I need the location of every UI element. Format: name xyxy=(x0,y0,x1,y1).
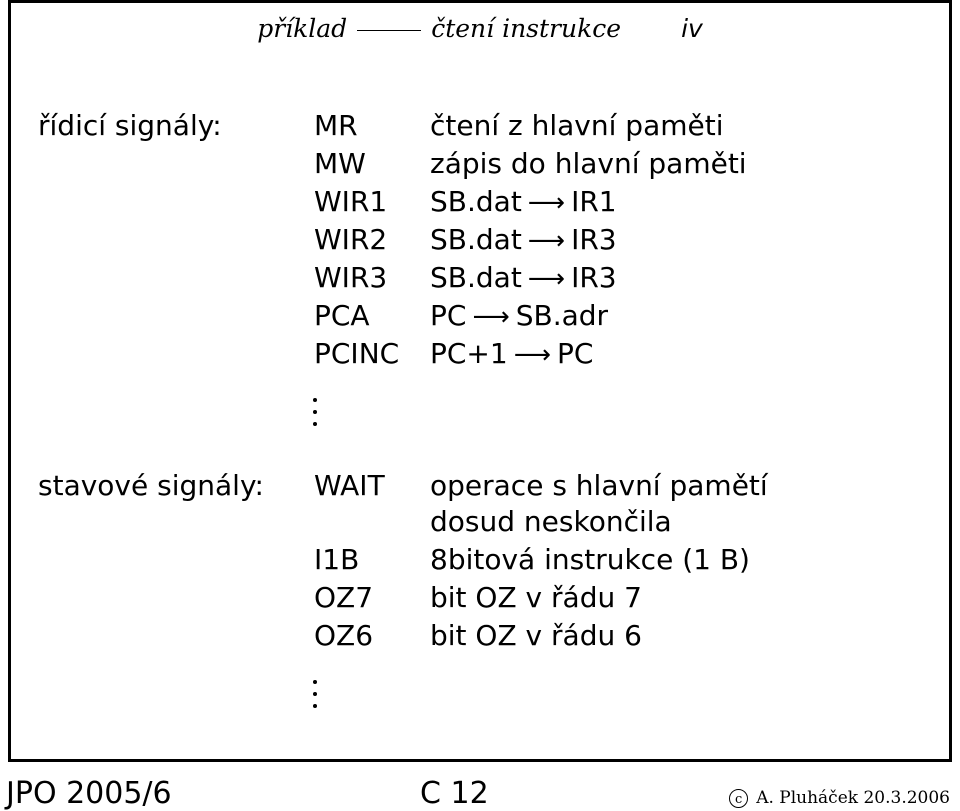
transfer-src: PC+1 xyxy=(430,337,508,370)
signal-desc: 8bitová instrukce (1 B) xyxy=(430,543,750,576)
vertical-ellipsis xyxy=(313,398,321,434)
signal-name: PCA xyxy=(314,299,370,332)
signal-name: WIR2 xyxy=(314,223,388,256)
signal-desc: bit OZ v řádu 6 xyxy=(430,619,642,652)
header-right: čtení instrukce xyxy=(431,14,622,43)
transfer-dst: IR1 xyxy=(571,185,617,218)
signal-desc: bit OZ v řádu 7 xyxy=(430,581,642,614)
right-arrow-icon: ⟶ xyxy=(527,188,566,218)
transfer-src: PC xyxy=(430,299,467,332)
right-arrow-icon: ⟶ xyxy=(472,302,510,332)
footer-author-text: A. Pluháček 20.3.2006 xyxy=(756,788,950,808)
transfer-src: SB.dat xyxy=(430,223,522,256)
signal-name: PCINC xyxy=(314,337,400,370)
signal-transfer xyxy=(430,299,609,332)
transfer-dst: IR3 xyxy=(571,223,617,256)
transfer-dst: IR3 xyxy=(571,261,617,294)
signal-name: WAIT xyxy=(314,469,385,502)
header-dash xyxy=(357,30,421,31)
right-arrow-icon: ⟶ xyxy=(527,226,566,256)
vertical-ellipsis xyxy=(313,680,321,716)
signal-transfer xyxy=(430,337,594,370)
footer-course: JPO 2005/6 xyxy=(6,776,172,811)
signal-name: OZ6 xyxy=(314,619,374,652)
signal-desc: operace s hlavní pamětí xyxy=(430,469,768,502)
signal-transfer xyxy=(430,223,617,256)
footer-slide-number: C 12 xyxy=(420,776,489,811)
slide-header xyxy=(0,14,960,43)
control-label: řídicí signály: xyxy=(38,109,222,142)
signal-desc-continued: dosud neskončila xyxy=(430,505,672,538)
copyright-icon: c xyxy=(729,789,748,808)
right-arrow-icon: ⟶ xyxy=(513,340,551,370)
signal-name: I1B xyxy=(314,543,360,576)
right-arrow-icon: ⟶ xyxy=(527,264,566,294)
signal-name: MW xyxy=(314,147,366,180)
header-page: iv xyxy=(681,14,703,43)
transfer-dst: SB.adr xyxy=(515,299,609,332)
signal-name: OZ7 xyxy=(314,581,374,614)
signal-desc: čtení z hlavní paměti xyxy=(430,109,724,142)
header-left: příklad xyxy=(257,14,348,43)
signal-transfer xyxy=(430,261,617,294)
signal-desc: zápis do hlavní paměti xyxy=(430,147,747,180)
signal-name: WIR3 xyxy=(314,261,388,294)
status-label: stavové signály: xyxy=(38,469,264,502)
signal-name: WIR1 xyxy=(314,185,388,218)
transfer-dst: PC xyxy=(557,337,594,370)
signal-name: MR xyxy=(314,109,358,142)
signal-transfer xyxy=(430,185,617,218)
transfer-src: SB.dat xyxy=(430,185,522,218)
footer-author xyxy=(729,788,950,808)
transfer-src: SB.dat xyxy=(430,261,522,294)
